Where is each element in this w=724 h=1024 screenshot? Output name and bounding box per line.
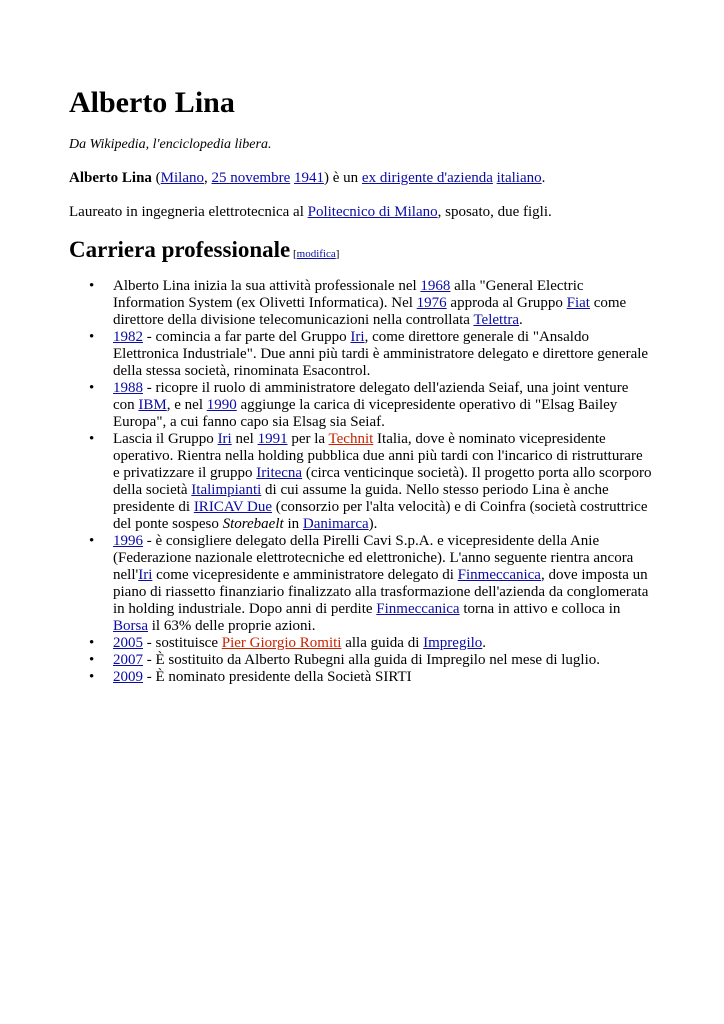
text: ,	[204, 170, 212, 186]
link-1991[interactable]: 1991	[257, 431, 288, 447]
page-subtitle: Da Wikipedia, l'enciclopedia libera.	[69, 137, 272, 152]
link-iri[interactable]: Iri	[350, 329, 365, 345]
text: ) è un	[324, 170, 362, 186]
text: .	[519, 312, 523, 328]
link-technit[interactable]: Technit	[328, 431, 374, 447]
text: - È sostituito da Alberto Rubegni alla guida di Impregilo nel mese di luglio.	[143, 652, 601, 668]
link-date[interactable]: 25 novembre	[211, 170, 291, 186]
bullet: •	[89, 652, 95, 668]
text: come direttore della divisione telecomunicazioni nella controllata	[113, 295, 627, 328]
link-2005[interactable]: 2005	[113, 635, 143, 651]
link-1982[interactable]: 1982	[113, 329, 143, 345]
link-iri[interactable]: Iri	[217, 431, 232, 447]
bullet: •	[89, 533, 95, 549]
link-1968[interactable]: 1968	[420, 278, 451, 294]
section-heading-text: Carriera professionale	[69, 237, 291, 262]
text: - sostituisce	[143, 635, 222, 651]
text: - è consigliere delegato della Pirelli Cavi S.p.A. e vicepresidente della Anie (Federazione nazionale elettrotecniche ed elettroniche). L'anno seguente rientra ancora nell'	[113, 533, 634, 583]
link-iri[interactable]: Iri	[138, 567, 153, 583]
link-nationality[interactable]: italiano	[496, 170, 542, 186]
text: in	[283, 516, 303, 532]
text: come vicepresidente e amministratore delegato di	[152, 567, 458, 583]
link-finmeccanica[interactable]: Finmeccanica	[376, 601, 460, 617]
link-1976[interactable]: 1976	[416, 295, 447, 311]
bullet: •	[89, 380, 95, 396]
text: Lascia il Gruppo	[113, 431, 218, 447]
text: ).	[368, 516, 378, 532]
link-impregilo[interactable]: Impregilo	[423, 635, 483, 651]
list-item	[69, 278, 653, 329]
emphasis-storebaelt: Storebaelt	[222, 516, 284, 532]
bullet: •	[89, 329, 95, 345]
text: Alberto Lina inizia la sua attività professionale nel	[113, 278, 421, 294]
edit-link[interactable]: modifica	[296, 248, 336, 260]
text: , come direttore generale di "Ansaldo Elettronica Industriale". Due anni più tardi è amministratore delegato e direttore generale della stessa società, rinominata Esacontrol.	[113, 329, 649, 379]
list-item	[69, 669, 653, 686]
text: , dove imposta un piano di riassetto finanziario finalizzato alla trasformazione dell'azienda da conglomerata in holding industriale. Dopo anni di perdite	[113, 567, 649, 617]
text: (	[151, 170, 161, 186]
link-role[interactable]: ex dirigente d'azienda	[361, 170, 493, 186]
text: , sposato, due figli.	[437, 204, 552, 220]
link-ibm[interactable]: IBM	[138, 397, 167, 413]
link-italimpianti[interactable]: Italimpianti	[191, 482, 262, 498]
text: Laureato in ingegneria elettrotecnica al	[69, 204, 308, 220]
bullet: •	[89, 635, 95, 651]
list-item	[69, 431, 653, 533]
bullet: •	[89, 669, 95, 685]
text: aggiunge la carica di vicepresidente operativo di "Elsag Bailey Europa", a cui fanno capo sia Elsag sia Seiaf.	[113, 397, 618, 430]
intro-paragraph	[69, 169, 545, 187]
career-list	[69, 278, 653, 686]
link-1996[interactable]: 1996	[113, 533, 143, 549]
text: .	[482, 635, 487, 651]
intro-name: Alberto Lina	[69, 170, 152, 186]
link-telettra[interactable]: Telettra	[473, 312, 520, 328]
link-year[interactable]: 1941	[294, 170, 324, 186]
link-finmeccanica[interactable]: Finmeccanica	[457, 567, 541, 583]
link-1988[interactable]: 1988	[113, 380, 143, 396]
link-1990[interactable]: 1990	[206, 397, 237, 413]
text: torna in attivo e colloca in	[459, 601, 621, 617]
text: .	[541, 170, 546, 186]
link-2009[interactable]: 2009	[113, 669, 143, 685]
page-title: Alberto Lina	[69, 86, 235, 119]
link-2007[interactable]: 2007	[113, 652, 143, 668]
link-danimarca[interactable]: Danimarca	[302, 516, 369, 532]
link-pier-giorgio-romiti[interactable]: Pier Giorgio Romiti	[221, 635, 342, 651]
text: approda al Gruppo	[446, 295, 567, 311]
text: il 63% delle proprie azioni.	[148, 618, 316, 634]
bullet: •	[89, 431, 95, 447]
education-paragraph	[69, 203, 552, 221]
text: , e nel	[166, 397, 207, 413]
text: - comincia a far parte del Gruppo	[143, 329, 351, 345]
link-milano[interactable]: Milano	[160, 170, 205, 186]
text: nel	[231, 431, 258, 447]
text: per la	[287, 431, 329, 447]
text: [	[290, 248, 297, 260]
text: alla guida di	[341, 635, 424, 651]
link-fiat[interactable]: Fiat	[566, 295, 590, 311]
text: - ricopre il ruolo di amministratore delegato dell'azienda Seiaf, una joint venture con	[113, 380, 629, 413]
text: ]	[335, 248, 340, 260]
text: (consorzio per l'alta velocità) e di Coinfra (società costruttrice del ponte sospeso	[113, 499, 648, 532]
text: alla "General Electric Information System (ex Olivetti Informatica). Nel	[113, 278, 584, 311]
list-item	[69, 380, 653, 431]
bullet: •	[89, 278, 95, 294]
text: Italia, dove è nominato vicepresidente operativo. Rientra nella holding pubblica due anni più tardi con l'incarico di ristrutturare e privatizzare il gruppo	[113, 431, 643, 481]
list-item	[69, 533, 653, 635]
section-heading	[69, 236, 339, 268]
text: di cui assume la guida. Nello stesso periodo Lina è anche presidente di	[113, 482, 609, 515]
text: - È nominato presidente della Società SIRTI	[143, 669, 412, 685]
list-item	[69, 635, 653, 652]
text: (circa venticinque società). Il progetto porta allo scorporo della società	[113, 465, 652, 498]
edit-section	[290, 248, 339, 260]
list-item	[69, 652, 653, 669]
link-borsa[interactable]: Borsa	[113, 618, 148, 634]
list-item	[69, 329, 653, 380]
link-iricav-due[interactable]: IRICAV Due	[193, 499, 273, 515]
link-iritecna[interactable]: Iritecna	[256, 465, 303, 481]
link-politecnico[interactable]: Politecnico di Milano	[307, 204, 438, 220]
